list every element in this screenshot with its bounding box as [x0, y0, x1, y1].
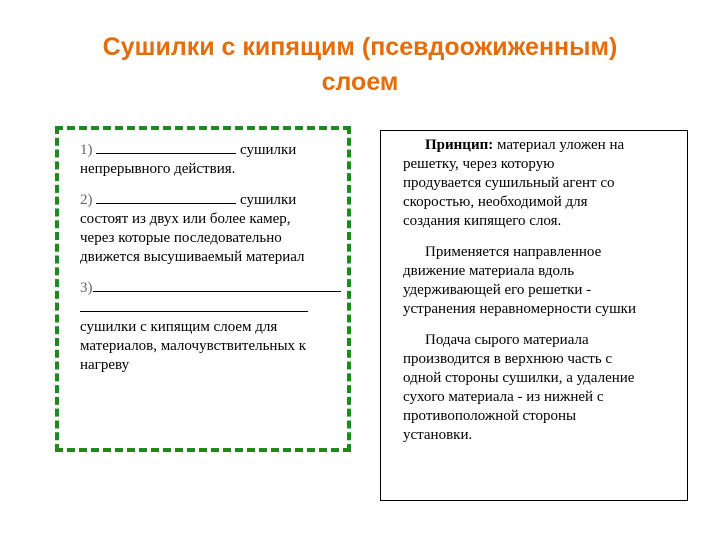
list-item-1	[80, 140, 380, 179]
feed-paragraph	[403, 331, 693, 445]
application-paragraph	[403, 243, 693, 319]
item3-line3: сушилки с кипящим слоем для	[80, 319, 278, 335]
feed-line-1: Подача сырого материала	[425, 332, 589, 348]
principle-line-3: продувается сушильный агент со	[403, 175, 615, 191]
item3-number: 3)	[80, 280, 93, 296]
title-line-1: Сушилки с кипящим (псевдоожиженным)	[102, 33, 618, 61]
principle-line-1: материал уложен на	[496, 137, 625, 153]
slide-title	[0, 30, 720, 100]
item1-line2: непрерывного действия.	[80, 161, 236, 177]
item3-line5: нагреву	[80, 357, 130, 373]
list-item-2	[80, 190, 380, 267]
feed-line-3: одной стороны сушилки, а удаление	[403, 370, 635, 386]
application-line-1: Применяется направленное	[425, 244, 602, 260]
application-line-2: движение материала вдоль	[403, 263, 575, 279]
feed-line-2: производится в верхнюю часть с	[403, 351, 613, 367]
item2-line2: состоят из двух или более камер,	[80, 211, 291, 227]
item2-line3: через которые последовательно	[80, 230, 282, 246]
item2-number: 2)	[80, 192, 93, 208]
item2-tail: сушилки	[240, 192, 297, 208]
item1-number: 1)	[80, 142, 93, 158]
item2-line4: движется высушиваемый материал	[80, 249, 305, 265]
feed-line-6: установки.	[403, 427, 473, 443]
principle-line-4: скоростью, необходимой для	[403, 194, 588, 210]
item1-tail: сушилки	[240, 142, 297, 158]
principle-paragraph	[403, 136, 693, 231]
right-text-block	[403, 136, 693, 457]
principle-line-2: решетку, через которую	[403, 156, 555, 172]
application-line-3: удерживающей его решетки -	[403, 282, 592, 298]
fill-in-blank-1	[96, 140, 236, 154]
left-text-block	[80, 140, 380, 386]
principle-label: Принцип:	[425, 137, 494, 153]
feed-line-4: сухого материала - из нижней с	[403, 389, 604, 405]
fill-in-blank-3a	[93, 278, 341, 292]
fill-in-blank-2	[96, 190, 236, 204]
item3-line4: материалов, малочувствительных к	[80, 338, 307, 354]
fill-in-blank-3b	[80, 298, 308, 312]
list-item-3	[80, 278, 380, 375]
title-line-2: слоем	[321, 68, 399, 96]
feed-line-5: противоположной стороны	[403, 408, 577, 424]
application-line-4: устранения неравномерности сушки	[403, 301, 636, 317]
principle-line-5: создания кипящего слоя.	[403, 213, 562, 229]
